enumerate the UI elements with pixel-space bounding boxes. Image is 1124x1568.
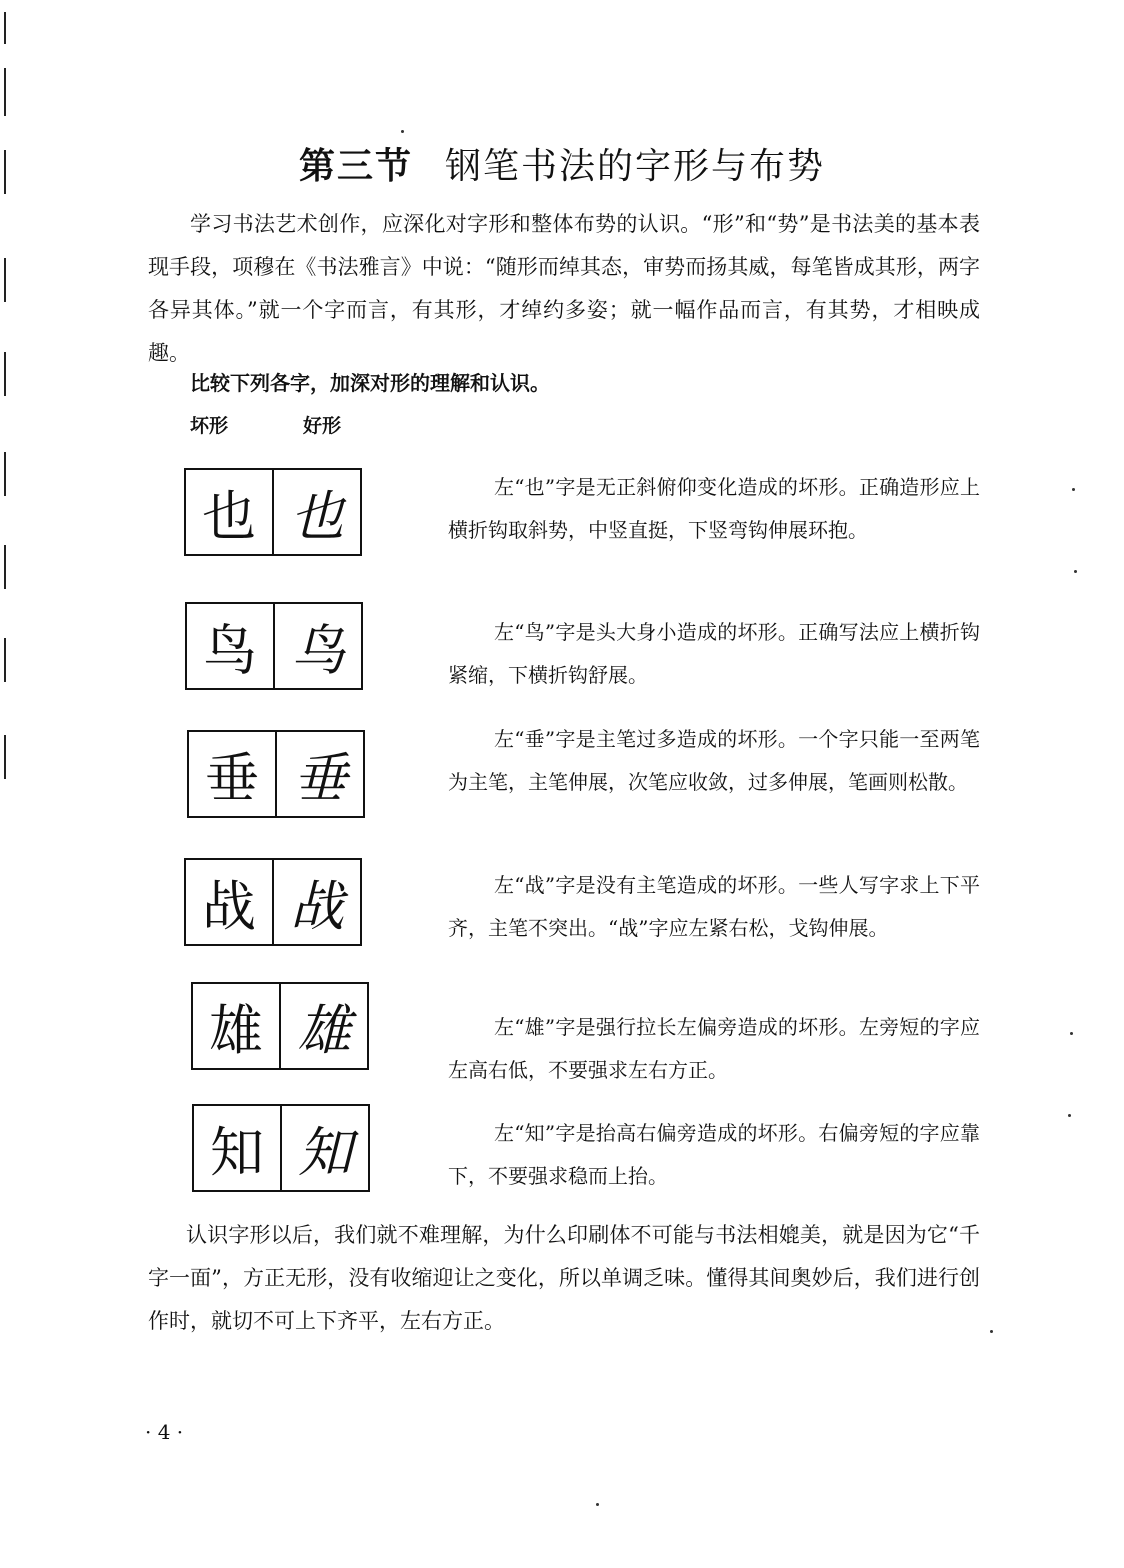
section-heading xyxy=(0,138,1124,189)
binding-mark xyxy=(4,735,6,779)
bad-form-char: 战 xyxy=(202,874,256,938)
section-title: 钢笔书法的字形与布势 xyxy=(445,146,826,187)
good-form-label: 好形 xyxy=(303,415,342,437)
bad-form-char: 知 xyxy=(210,1120,264,1184)
binding-mark xyxy=(4,12,6,44)
char-pair-box xyxy=(187,730,365,818)
good-form-char: 也 xyxy=(272,470,360,554)
closing-paragraph: 认识字形以后，我们就不难理解，为什么印刷体不可能与书法相媲美，就是因为它“千字一面”，方正无形，没有收缩迎让之变化，所以单调乏味。懂得其间奥妙后，我们进行创作时，就切不可上下齐平，左右方正。 xyxy=(148,1223,980,1333)
binding-mark xyxy=(4,452,6,496)
exercise-prompt: 比较下列各字，加深对形的理解和认识。 xyxy=(190,371,550,395)
good-form-char: 鸟 xyxy=(273,604,361,688)
scan-speck xyxy=(1074,570,1077,573)
bad-form-char: 也 xyxy=(202,484,256,548)
char-pair-box xyxy=(184,468,362,556)
scan-speck xyxy=(1070,1032,1073,1035)
example-description: 左“知”字是抬高右偏旁造成的坏形。右偏旁短的字应靠下，不要强求稳而上抬。 xyxy=(448,1121,980,1188)
binding-mark xyxy=(4,545,6,589)
example-description: 左“战”字是没有主笔造成的坏形。一些人写字求上下平齐，主笔不突出。“战”字应左紧右松，戈钩伸展。 xyxy=(448,873,980,940)
good-form-char: 垂 xyxy=(275,732,363,816)
scan-speck xyxy=(401,130,404,133)
example-description: 左“鸟”字是头大身小造成的坏形。正确写法应上横折钩紧缩，下横折钩舒展。 xyxy=(448,620,980,687)
good-form-char: 知 xyxy=(280,1106,368,1190)
bad-form-char: 雄 xyxy=(209,998,263,1062)
scan-speck xyxy=(1068,1114,1071,1117)
good-form-char: 战 xyxy=(272,860,360,944)
intro-paragraph: 学习书法艺术创作，应深化对字形和整体布势的认识。“形”和“势”是书法美的基本表现手段，项穆在《书法雅言》中说：“随形而绰其态，审势而扬其威，每笔皆成其形，两字各异其体。”就一个字而言，有其形，才绰约多姿；就一幅作品而言，有其势，才相映成趣。 xyxy=(148,212,980,365)
page-number: · 4 · xyxy=(145,1420,184,1444)
example-description: 左“也”字是无正斜俯仰变化造成的坏形。正确造形应上横折钩取斜势，中竖直挺，下竖弯钩伸展环抱。 xyxy=(448,475,980,542)
binding-mark xyxy=(4,68,6,116)
scan-speck xyxy=(990,1330,993,1333)
scan-speck xyxy=(1072,488,1075,491)
bad-form-char: 垂 xyxy=(205,746,259,810)
scan-speck xyxy=(596,1503,599,1506)
binding-mark xyxy=(4,638,6,682)
bad-form-label: 坏形 xyxy=(190,415,229,437)
char-pair-box xyxy=(184,858,362,946)
char-pair-box xyxy=(191,982,369,1070)
char-pair-box xyxy=(185,602,363,690)
example-description: 左“垂”字是主笔过多造成的坏形。一个字只能一至两笔为主笔，主笔伸展，次笔应收敛，过多伸展，笔画则松散。 xyxy=(448,727,980,794)
char-pair-box xyxy=(192,1104,370,1192)
example-description: 左“雄”字是强行拉长左偏旁造成的坏形。左旁短的字应左高右低，不要强求左右方正。 xyxy=(448,1015,980,1082)
binding-mark xyxy=(4,352,6,396)
binding-mark xyxy=(4,258,6,302)
section-number: 第三节 xyxy=(298,146,413,187)
bad-form-char: 鸟 xyxy=(203,618,257,682)
good-form-char: 雄 xyxy=(279,984,367,1068)
